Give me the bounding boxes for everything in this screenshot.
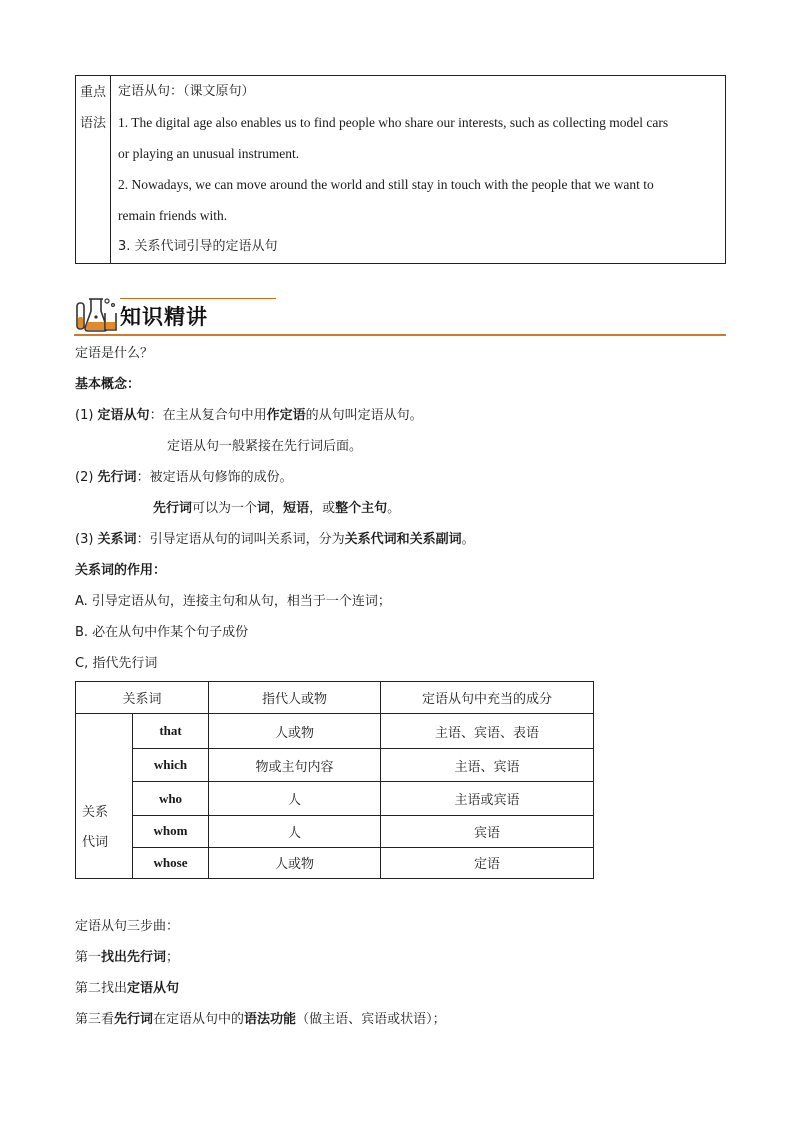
key-grammar-table	[75, 75, 726, 264]
section-title: 知识精讲	[120, 305, 208, 329]
concept-2-sub-t4: 。	[387, 501, 401, 516]
relative-word: whom	[133, 815, 209, 847]
table-row	[76, 749, 594, 782]
concept-3	[75, 530, 475, 550]
function-c: C, 指代先行词	[75, 656, 158, 671]
concept-2-number: (2)	[75, 470, 98, 485]
table-row	[76, 815, 594, 847]
concept-2-text: ：被定语从句修饰的成份。	[136, 470, 293, 485]
question-what-is-attributive: 定语是什么？	[75, 346, 154, 361]
concept-2-sub-b4: 整个主句	[335, 501, 388, 516]
header-relative-word: 关系词	[76, 682, 209, 714]
relative-word: who	[133, 782, 209, 815]
relative-word: which	[133, 749, 209, 782]
sentence-2-line-1: 2. Nowadays, we can move around the world and still stay in touch with the people that we want to	[118, 177, 654, 192]
role-cell: 主语或宾语	[381, 782, 594, 815]
concept-3-term: 关系词	[97, 532, 137, 547]
step-3-c: 在定语从句中的	[153, 1012, 245, 1027]
refers-to-cell: 人	[209, 815, 381, 847]
step-1-c: ；	[166, 950, 180, 965]
grammar-item-3: 3. 关系代词引导的定语从句	[118, 239, 278, 254]
sentence-1-line-1: 1. The digital age also enables us to find people who share our interests, such as collecting model cars	[118, 115, 669, 130]
step-1-b: 找出先行词	[101, 950, 167, 965]
sentence-2-line-2: remain friends with.	[118, 208, 228, 223]
concept-2-sub-t3: ，或	[309, 501, 336, 516]
step-1	[75, 948, 179, 968]
concept-2-sub-t2: ，	[270, 501, 284, 516]
step-1-a: 第一	[75, 950, 102, 965]
grammar-heading: 定语从句：（课文原句）	[118, 84, 255, 99]
step-3	[75, 1010, 446, 1030]
step-2-a: 第二找出	[75, 981, 128, 996]
header-role: 定语从句中充当的成分	[381, 682, 594, 714]
section-header	[74, 295, 726, 337]
step-2-b: 定语从句	[127, 981, 180, 996]
concept-1-bold: 作定语	[266, 408, 306, 423]
concept-3-text: ：引导定语从句的词叫关系词，分为	[136, 532, 345, 547]
flask-beaker-icon	[74, 295, 118, 333]
table-header-row	[76, 682, 594, 714]
table-row	[76, 847, 594, 878]
concept-2	[75, 468, 293, 488]
table-row	[76, 782, 594, 815]
concept-2-term: 先行词	[97, 470, 137, 485]
sentence-1-line-2: or playing an unusual instrument.	[118, 146, 300, 161]
concept-2-sub-b2: 词	[257, 501, 271, 516]
step-3-b: 先行词	[114, 1012, 154, 1027]
header-underline	[74, 334, 726, 336]
step-3-a: 第三看	[75, 1012, 115, 1027]
key-grammar-content	[111, 76, 726, 264]
concept-1-number: (1)	[75, 408, 98, 423]
function-title: 关系词的作用：	[75, 563, 167, 578]
side-label-line-2: 代词	[82, 835, 109, 851]
function-b: B. 必在从句中作某个句子成份	[75, 625, 249, 640]
concept-3-bold: 关系代词和关系副词	[344, 532, 462, 547]
header-top-line	[120, 298, 276, 299]
side-label	[76, 714, 133, 879]
table-row	[76, 714, 594, 749]
role-cell: 宾语	[381, 815, 594, 847]
key-grammar-label	[76, 76, 111, 264]
concept-1-end: 的从句叫定语从句。	[305, 408, 423, 423]
concept-2-sub-t1: 可以为一个	[192, 501, 258, 516]
refers-to-cell: 物或主句内容	[209, 749, 381, 782]
concept-1-text: ：在主从复合句中用	[149, 408, 267, 423]
concept-1	[75, 406, 423, 426]
relative-word: whose	[133, 847, 209, 878]
function-a: A. 引导定语从句，连接主句和从句，相当于一个连词；	[75, 594, 391, 609]
refers-to-cell: 人或物	[209, 714, 381, 749]
label-line-2: 语法	[79, 116, 106, 131]
label-line-1: 重点	[79, 85, 106, 100]
role-cell: 主语、宾语	[381, 749, 594, 782]
header-refers-to: 指代人或物	[209, 682, 381, 714]
concept-2-sub-b3: 短语	[283, 501, 310, 516]
relative-word: that	[133, 714, 209, 749]
steps-title: 定语从句三步曲：	[75, 919, 180, 934]
side-label-line-1: 关系	[82, 805, 109, 821]
refers-to-cell: 人	[209, 782, 381, 815]
role-cell: 主语、宾语、表语	[381, 714, 594, 749]
concept-2-sub-b1: 先行词	[153, 501, 193, 516]
basic-concept-title: 基本概念：	[75, 377, 141, 392]
concept-3-end: 。	[461, 532, 475, 547]
role-cell: 定语	[381, 847, 594, 878]
concept-1-sub: 定语从句一般紧接在先行词后面。	[167, 439, 363, 454]
concept-3-number: (3)	[75, 532, 98, 547]
step-3-e: （做主语、宾语或状语）；	[296, 1012, 446, 1027]
step-2	[75, 979, 179, 999]
relative-pronoun-table	[75, 681, 594, 879]
refers-to-cell: 人或物	[209, 847, 381, 878]
concept-2-sub	[153, 499, 400, 519]
step-3-d: 语法功能	[244, 1012, 297, 1027]
concept-1-term: 定语从句	[97, 408, 150, 423]
